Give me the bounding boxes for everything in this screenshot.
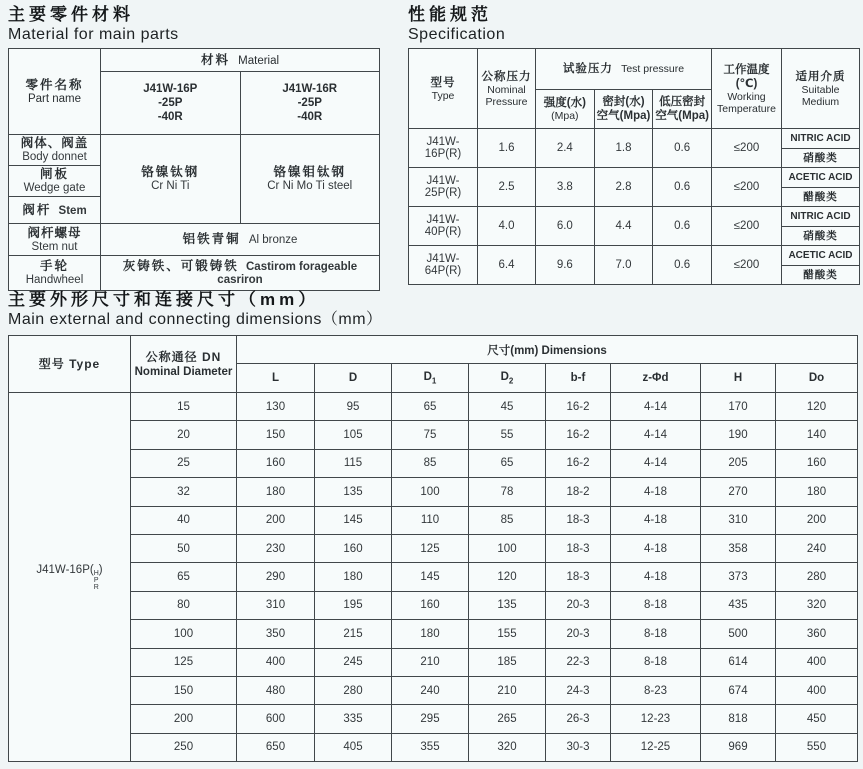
table-cell: 200 <box>237 506 315 534</box>
table-cell: 55 <box>469 421 546 449</box>
spec-type-value: J41W-16P(R) <box>409 129 478 168</box>
header-line: 试验压力 <box>562 63 613 75</box>
table-row <box>409 129 860 168</box>
table-cell: 400 <box>237 648 315 676</box>
table-cell: 155 <box>469 620 546 648</box>
table-cell: 24-3 <box>546 676 611 704</box>
table-row <box>9 676 858 704</box>
table-cell: 32 <box>131 478 237 506</box>
table-cell: 16-2 <box>546 393 611 421</box>
table-cell: 350 <box>237 620 315 648</box>
spec-title-en: Specification <box>408 26 506 43</box>
spec-nominal-value: 2.5 <box>478 168 536 207</box>
part-stem-nut <box>9 224 101 256</box>
spec-title-zh: 性能规范 <box>408 5 492 24</box>
material-value-en: Castirom forageable casriron <box>217 261 358 286</box>
spec-seal-header <box>594 90 653 129</box>
part-name-header <box>9 49 101 135</box>
spec-strength-value: 3.8 <box>536 168 595 207</box>
dim-col-header: $D_1$ <box>392 364 469 393</box>
medium-en: ACETIC ACID <box>782 168 859 188</box>
table-cell: 135 <box>315 478 392 506</box>
medium-en: NITRIC ACID <box>782 129 859 149</box>
header-line: Type <box>431 89 455 102</box>
table-cell: 85 <box>392 449 469 477</box>
medium-en: ACETIC ACID <box>782 246 859 266</box>
spec-medium-cell <box>782 207 860 246</box>
spec-nominal-header <box>478 49 536 129</box>
table-cell: 105 <box>315 421 392 449</box>
dim-col-header: z-Φd <box>611 364 701 393</box>
table-cell: 8-18 <box>611 620 701 648</box>
spec-temp-value: ≤200 <box>712 246 782 285</box>
material-crniti-cell <box>101 135 241 224</box>
table-cell: 4-18 <box>611 478 701 506</box>
spec-low-seal-header <box>653 90 712 129</box>
spec-strength-header <box>536 90 595 129</box>
dimensions-section <box>8 290 857 762</box>
table-cell: 12-25 <box>611 733 701 761</box>
table-row <box>9 733 858 761</box>
part-label-zh: 闸板 <box>39 167 69 181</box>
spec-medium-cell <box>782 246 860 285</box>
spec-medium-cell <box>782 168 860 207</box>
table-cell: 150 <box>237 421 315 449</box>
table-cell: 25 <box>131 449 237 477</box>
model-line: -25P <box>158 97 183 109</box>
table-cell: 18-3 <box>546 563 611 591</box>
table-row <box>409 49 860 90</box>
table-cell: 30-3 <box>546 733 611 761</box>
part-label-en: Wedge gate <box>23 182 86 194</box>
dim-type-label-cell: J41W-16P( H P R ) <box>9 393 131 762</box>
part-label-zh: 阀体、阀盖 <box>20 136 89 150</box>
part-name-header-zh: 零件名称 <box>25 77 84 92</box>
dim-title-en: Main external and connecting dimensions（mm） <box>8 311 383 328</box>
table-cell: 265 <box>469 705 546 733</box>
table-cell: 135 <box>469 591 546 619</box>
spec-low-seal-value: 0.6 <box>653 246 712 285</box>
table-cell: 550 <box>776 733 858 761</box>
table-cell: 4-14 <box>611 393 701 421</box>
table-cell: 145 <box>315 506 392 534</box>
table-cell: 969 <box>701 733 776 761</box>
medium-zh: 硝酸类 <box>803 230 838 243</box>
table-cell: 125 <box>392 534 469 562</box>
table-cell: 20-3 <box>546 591 611 619</box>
table-cell: 500 <box>701 620 776 648</box>
part-label-en: Body donnet <box>22 151 87 163</box>
table-row <box>9 49 380 72</box>
part-label-en: Handwheel <box>25 274 84 286</box>
part-label-zh: 阀杆 <box>22 202 52 217</box>
table-cell: 145 <box>392 563 469 591</box>
table-cell: 110 <box>392 506 469 534</box>
dimensions-table <box>8 335 858 762</box>
spec-section <box>408 5 860 285</box>
model-group-1-header <box>101 72 241 135</box>
table-cell: 818 <box>701 705 776 733</box>
spec-type-value: J41W-64P(R) <box>409 246 478 285</box>
table-cell: 20 <box>131 421 237 449</box>
header-line: 型号 <box>430 76 456 89</box>
table-cell: 140 <box>776 421 858 449</box>
table-cell: 95 <box>315 393 392 421</box>
spec-strength-value: 6.0 <box>536 207 595 246</box>
type-suffix-stack: H P R <box>93 569 99 591</box>
dim-col-header: H <box>701 364 776 393</box>
header-line: 密封(水) <box>602 96 645 108</box>
model-line: -25P <box>297 97 322 109</box>
header-line: Medium <box>801 95 840 108</box>
table-cell: 650 <box>237 733 315 761</box>
dim-col-header: L <box>237 364 315 393</box>
spec-temp-value: ≤200 <box>712 129 782 168</box>
table-row <box>9 135 380 166</box>
spec-seal-value: 2.8 <box>594 168 653 207</box>
material-header-zh: 材料 <box>200 52 230 67</box>
dim-col-header: $D_2$ <box>469 364 546 393</box>
table-cell: 320 <box>469 733 546 761</box>
table-cell: 435 <box>701 591 776 619</box>
table-cell: 85 <box>469 506 546 534</box>
part-name-header-en: Part name <box>27 92 82 105</box>
table-row <box>409 207 860 246</box>
spec-nominal-value: 4.0 <box>478 207 536 246</box>
table-row <box>9 620 858 648</box>
table-cell: 100 <box>392 478 469 506</box>
table-cell: 160 <box>392 591 469 619</box>
material-handwheel-cell <box>101 256 380 291</box>
table-cell: 150 <box>131 676 237 704</box>
table-cell: 4-18 <box>611 506 701 534</box>
part-stem <box>9 197 101 224</box>
material-value-en: Al bronze <box>248 234 298 246</box>
table-row <box>9 563 858 591</box>
table-cell: 230 <box>237 534 315 562</box>
medium-zh: 醋酸类 <box>803 269 838 282</box>
table-cell: 18-3 <box>546 534 611 562</box>
table-cell: 65 <box>131 563 237 591</box>
table-cell: 480 <box>237 676 315 704</box>
table-cell: 4-18 <box>611 534 701 562</box>
table-cell: 18-2 <box>546 478 611 506</box>
table-cell: 45 <box>469 393 546 421</box>
spec-temp-value: ≤200 <box>712 168 782 207</box>
table-row <box>9 224 380 256</box>
material-header <box>101 49 380 72</box>
material-table <box>8 48 380 291</box>
table-cell: 335 <box>315 705 392 733</box>
table-cell: 250 <box>131 733 237 761</box>
spec-seal-value: 7.0 <box>594 246 653 285</box>
model-line: J41W-16R <box>282 83 338 95</box>
table-cell: 240 <box>392 676 469 704</box>
spec-low-seal-value: 0.6 <box>653 129 712 168</box>
table-cell: 280 <box>315 676 392 704</box>
table-cell: 78 <box>469 478 546 506</box>
table-cell: 450 <box>776 705 858 733</box>
material-title-zh: 主要零件材料 <box>8 5 134 24</box>
table-cell: 100 <box>131 620 237 648</box>
spec-nominal-value: 1.6 <box>478 129 536 168</box>
table-cell: 210 <box>392 648 469 676</box>
header-line: Nominal Diameter <box>134 365 233 378</box>
table-cell: 400 <box>776 648 858 676</box>
table-row <box>409 246 860 285</box>
table-row <box>9 705 858 733</box>
header-line: Nominal <box>487 83 526 96</box>
table-cell: 130 <box>237 393 315 421</box>
model-line: -40R <box>157 111 183 123</box>
part-label-en: Stem <box>58 204 87 217</box>
material-header-en: Material <box>238 54 280 67</box>
header-line: 强度(水) <box>543 97 586 109</box>
header-line: 公称通径 DN <box>145 349 222 364</box>
table-row <box>9 336 858 364</box>
header-line: 工作温度(℃) <box>723 63 770 90</box>
spec-strength-value: 2.4 <box>536 129 595 168</box>
table-cell: 215 <box>315 620 392 648</box>
header-line: (Mpa) <box>551 110 579 122</box>
header-line: Working <box>727 90 766 103</box>
table-cell: 280 <box>776 563 858 591</box>
material-value-en: Cr Ni Ti <box>151 180 190 192</box>
table-cell: 180 <box>315 563 392 591</box>
dim-col-header: b-f <box>546 364 611 393</box>
spec-strength-value: 9.6 <box>536 246 595 285</box>
table-cell: 160 <box>237 449 315 477</box>
dim-col-header: D <box>315 364 392 393</box>
table-cell: 8-18 <box>611 591 701 619</box>
spec-medium-cell <box>782 129 860 168</box>
model-line: J41W-16P <box>143 83 198 95</box>
part-label-en: Stem nut <box>31 240 78 253</box>
table-row <box>9 393 858 421</box>
header-line: 空气(Mpa) <box>655 110 709 122</box>
table-row <box>9 449 858 477</box>
table-cell: 115 <box>315 449 392 477</box>
table-row <box>9 648 858 676</box>
model-group-2-header <box>240 72 380 135</box>
table-cell: 373 <box>701 563 776 591</box>
header-line: Pressure <box>485 95 528 108</box>
table-cell: 4-14 <box>611 421 701 449</box>
dim-dn-header <box>131 336 237 393</box>
table-row <box>9 506 858 534</box>
dim-col-header: Do <box>776 364 858 393</box>
table-cell: 80 <box>131 591 237 619</box>
header-line: 低压密封 <box>659 96 706 108</box>
medium-zh: 硝酸类 <box>803 152 838 165</box>
header-line: 公称压力 <box>481 70 532 83</box>
table-cell: 16-2 <box>546 421 611 449</box>
table-cell: 200 <box>131 705 237 733</box>
spec-table <box>408 48 860 285</box>
header-line: 适用介质 <box>795 70 846 83</box>
material-value-zh: 铬镍钛钢 <box>141 165 200 179</box>
material-value-zh: 铬镍钼钛钢 <box>273 165 346 179</box>
table-row <box>409 168 860 207</box>
table-cell: 358 <box>701 534 776 562</box>
table-cell: 180 <box>237 478 315 506</box>
table-cell: 12-23 <box>611 705 701 733</box>
table-cell: 40 <box>131 506 237 534</box>
table-row <box>9 421 858 449</box>
model-line: -40R <box>297 111 323 123</box>
dim-dimensions-header: 尺寸(mm) Dimensions <box>237 336 858 364</box>
table-cell: 4-18 <box>611 563 701 591</box>
table-row <box>9 534 858 562</box>
table-cell: 210 <box>469 676 546 704</box>
dim-title-zh: 主要外形尺寸和连接尺寸（mm） <box>8 290 320 309</box>
table-cell: 295 <box>392 705 469 733</box>
table-cell: 22-3 <box>546 648 611 676</box>
material-stem-nut-cell <box>101 224 380 256</box>
dim-table-body <box>9 393 858 762</box>
part-handwheel <box>9 256 101 291</box>
table-cell: 200 <box>776 506 858 534</box>
table-cell: 600 <box>237 705 315 733</box>
spec-medium-header <box>782 49 860 129</box>
header-line: Suitable <box>801 83 840 96</box>
table-cell: 180 <box>392 620 469 648</box>
table-cell: 614 <box>701 648 776 676</box>
table-cell: 310 <box>701 506 776 534</box>
spec-type-header <box>409 49 478 129</box>
table-row <box>9 591 858 619</box>
table-cell: 405 <box>315 733 392 761</box>
spec-temp-header <box>712 49 782 129</box>
spec-low-seal-value: 0.6 <box>653 168 712 207</box>
table-cell: 125 <box>131 648 237 676</box>
header-line: Temperature <box>717 102 776 115</box>
table-row <box>9 256 380 291</box>
table-cell: 180 <box>776 478 858 506</box>
table-cell: 355 <box>392 733 469 761</box>
material-section <box>8 5 380 291</box>
spec-type-value: J41W-25P(R) <box>409 168 478 207</box>
table-cell: 26-3 <box>546 705 611 733</box>
part-label-zh: 阀杆螺母 <box>27 225 82 240</box>
table-cell: 50 <box>131 534 237 562</box>
table-cell: 100 <box>469 534 546 562</box>
table-cell: 160 <box>776 449 858 477</box>
table-cell: 4-14 <box>611 449 701 477</box>
table-cell: 270 <box>701 478 776 506</box>
table-cell: 8-23 <box>611 676 701 704</box>
material-value-zh: 铝铁青铜 <box>182 232 241 246</box>
table-cell: 15 <box>131 393 237 421</box>
material-crnimoti-cell <box>240 135 380 224</box>
table-cell: 360 <box>776 620 858 648</box>
dim-type-header: 型号 Type <box>9 336 131 393</box>
part-label-zh: 手轮 <box>39 259 69 273</box>
spec-type-value: J41W-40P(R) <box>409 207 478 246</box>
medium-en: NITRIC ACID <box>782 207 859 227</box>
table-cell: 65 <box>469 449 546 477</box>
table-cell: 320 <box>776 591 858 619</box>
table-cell: 20-3 <box>546 620 611 648</box>
part-wedge-gate <box>9 166 101 197</box>
material-title-en: Material for main parts <box>8 26 179 43</box>
table-cell: 195 <box>315 591 392 619</box>
table-cell: 16-2 <box>546 449 611 477</box>
spec-seal-value: 1.8 <box>594 129 653 168</box>
table-cell: 185 <box>469 648 546 676</box>
table-cell: 8-18 <box>611 648 701 676</box>
table-cell: 190 <box>701 421 776 449</box>
table-cell: 290 <box>237 563 315 591</box>
table-cell: 674 <box>701 676 776 704</box>
table-cell: 18-3 <box>546 506 611 534</box>
header-line: 空气(Mpa) <box>596 110 651 122</box>
table-cell: 65 <box>392 393 469 421</box>
spec-low-seal-value: 0.6 <box>653 207 712 246</box>
material-value-zh: 灰铸铁、可锻铸铁 <box>122 259 239 273</box>
table-cell: 400 <box>776 676 858 704</box>
table-cell: 240 <box>776 534 858 562</box>
medium-zh: 醋酸类 <box>803 191 838 204</box>
table-cell: 120 <box>776 393 858 421</box>
spec-nominal-value: 6.4 <box>478 246 536 285</box>
table-cell: 170 <box>701 393 776 421</box>
table-cell: 75 <box>392 421 469 449</box>
table-cell: 205 <box>701 449 776 477</box>
material-value-en: Cr Ni Mo Ti steel <box>267 180 353 192</box>
header-line: Test pressure <box>621 63 685 75</box>
spec-seal-value: 4.4 <box>594 207 653 246</box>
table-cell: 245 <box>315 648 392 676</box>
spec-temp-value: ≤200 <box>712 207 782 246</box>
table-cell: 120 <box>469 563 546 591</box>
table-row <box>9 478 858 506</box>
table-cell: 160 <box>315 534 392 562</box>
table-cell: 310 <box>237 591 315 619</box>
spec-test-pressure-header <box>536 49 712 90</box>
part-body-bonnet <box>9 135 101 166</box>
